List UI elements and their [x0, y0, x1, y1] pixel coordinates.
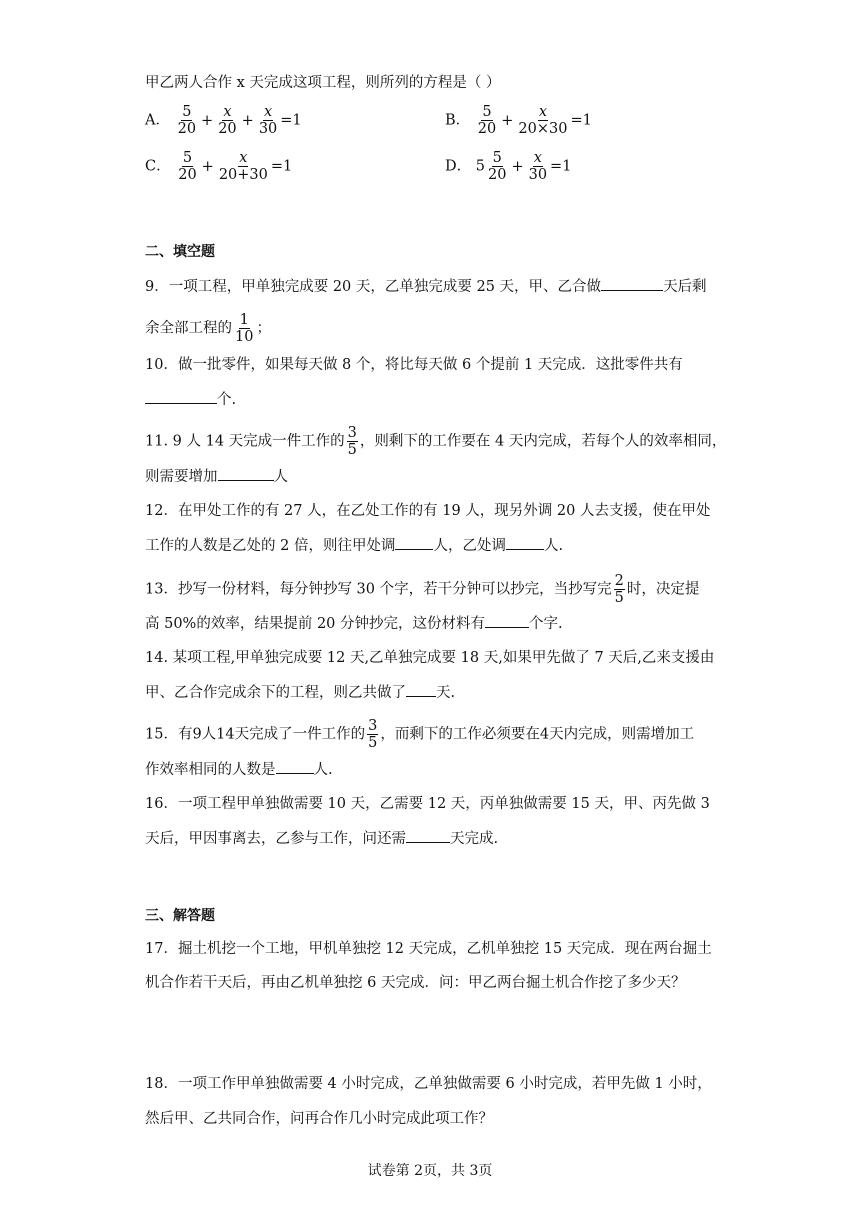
q9-line2: 余全部工程的 $\frac{1}{10}$ ； — [145, 312, 271, 345]
fraction — [258, 104, 278, 137]
fraction-numerator: 5 — [182, 104, 192, 120]
q12-line1: 12．在甲处工作的有 27 人，在乙处工作的有 19 人，现另外调 20 人去支援，使在甲处 — [145, 503, 711, 519]
fraction — [177, 104, 197, 137]
q17-line1: 17．掘土机挖一个工地，甲机单独挖 12 天完成，乙机单独挖 15 天完成．现在两台掘土 — [145, 941, 712, 957]
q14-line2: 甲、乙合作完成余下的工程，则乙共做了 天. — [145, 682, 455, 703]
fraction-denominator: 20 — [477, 121, 497, 137]
plus-sign: + — [201, 158, 214, 175]
q14-line1: 14. 某项工程,甲单独完成要 12 天,乙单独完成要 18 天,如果甲先做了 7 天后,乙来支援由 — [145, 650, 715, 666]
fraction-numerator: 3 — [368, 718, 378, 734]
fraction-numerator: x — [239, 150, 248, 166]
fraction — [177, 150, 197, 183]
fraction-numerator: x — [263, 104, 273, 120]
fraction-denominator: 10 — [235, 329, 254, 345]
q9-line1: 9．一项工程，甲单独完成要 20 天，乙单独完成要 25 天，甲、乙合做 天后剩 — [145, 276, 707, 297]
fraction — [614, 573, 625, 606]
fraction — [217, 104, 237, 137]
q8-stem: 甲乙两人合作 x 天完成这项工程，则所列的方程是（ ） — [145, 75, 501, 91]
fraction-denominator: 20 — [487, 167, 507, 183]
fraction-numerator: 1 — [239, 312, 249, 328]
fraction-numerator: 2 — [614, 573, 624, 589]
fraction-numerator: x — [223, 104, 232, 120]
fraction-numerator: 5 — [482, 104, 492, 120]
option-label: A． — [145, 112, 170, 129]
fraction — [517, 104, 568, 137]
plus-sign: + — [241, 112, 254, 129]
fraction-denominator: 20×30 — [518, 121, 568, 137]
answer-blank[interactable] — [506, 535, 544, 550]
q16-line2: 天后，甲因事离去，乙参与工作，问还需 天完成. — [145, 828, 498, 849]
fraction-numerator: x — [533, 150, 542, 166]
fraction-denominator: 30 — [528, 167, 548, 183]
q10-line2: 个. — [145, 389, 236, 410]
option-label: D． — [445, 158, 472, 175]
q13-line1: 13．抄写一份材料，每分钟抄写 30 个字，若干分钟可以抄完，当抄写完 $\frac{2}{5}$ 时，决定提 — [145, 573, 700, 606]
fraction-numerator: 3 — [347, 425, 357, 441]
option-label: B． — [445, 112, 471, 129]
answer-blank[interactable] — [145, 389, 217, 404]
fraction-denominator: 20 — [178, 167, 197, 183]
fraction-denominator: 5 — [368, 735, 378, 751]
section-title-answer: 三、解答题 — [145, 908, 215, 924]
fraction — [528, 150, 548, 183]
answer-blank[interactable] — [406, 682, 436, 697]
q16-line1: 16．一项工程甲单独做需要 10 天，乙需要 12 天，丙单独做需要 15 天，甲、丙先做 3 — [145, 796, 710, 812]
fraction — [487, 150, 507, 183]
q18-line2: 然后甲、乙共同合作，问再合作几小时完成此项工作？ — [145, 1111, 493, 1127]
q8-option-d[interactable]: D． 5 $\frac{5}{20}$ + $\frac{x}{30}$ =1 — [445, 150, 572, 183]
q8-option-b[interactable]: B． $\frac{5}{20}$ + $\frac{x}{20\times 30}$ =1 — [445, 104, 592, 137]
answer-blank[interactable] — [218, 466, 274, 481]
q8-option-a[interactable]: A． $\frac{5}{20}$ + $\frac{x}{20}$ + $\frac{x}{30}$ =1 — [145, 104, 302, 137]
q17-line2: 机合作若干天后，再由乙机单独挖 6 天完成．问：甲乙两台掘土机合作挖了多少天？ — [145, 975, 686, 991]
plus-sign: + — [511, 158, 524, 175]
fraction — [234, 312, 254, 345]
fraction — [367, 718, 378, 751]
section-title-fill: 二、填空题 — [145, 244, 215, 260]
fraction-denominator: 20+30 — [218, 167, 268, 183]
fraction-denominator: 20 — [177, 121, 197, 137]
answer-blank[interactable] — [601, 276, 663, 291]
q12-line2: 工作的人数是乙处的 2 倍，则往甲处调 人，乙处调 人. — [145, 535, 563, 556]
fraction — [477, 104, 497, 137]
fraction-numerator: 5 — [492, 150, 502, 166]
q11-line1: 11. 9 人 14 天完成一件工作的 $\frac{3}{5}$ ，则剩下的工作要在 4 天内完成，若每个人的效率相同， — [145, 425, 727, 458]
fraction-denominator: 20 — [218, 121, 237, 137]
fraction-denominator: 5 — [347, 442, 357, 458]
fraction-denominator: 5 — [614, 590, 624, 606]
answer-blank[interactable] — [485, 613, 529, 628]
q10-line1: 10．做一批零件，如果每天做 8 个，将比每天做 6 个提前 1 天完成．这批零件共有 — [145, 357, 683, 373]
plus-sign: + — [201, 112, 214, 129]
fraction-numerator: x — [538, 104, 547, 120]
q15-line1: 15．有9人14天完成了一件工作的 $\frac{3}{5}$ ，而剩下的工作必须要在4天内完成，则需增加工 — [145, 718, 695, 751]
option-label: C． — [145, 158, 171, 175]
fraction-denominator: 30 — [258, 121, 278, 137]
q11-line2: 则需要增加 人 — [145, 466, 288, 487]
q15-line2: 作效率相同的人数是 人. — [145, 759, 333, 780]
page-footer: 试卷第 2页，共 3页 — [367, 1163, 493, 1179]
fraction — [218, 150, 269, 183]
answer-blank[interactable] — [395, 535, 433, 550]
q8-option-c[interactable]: C． $\frac{5}{20}$ + $\frac{x}{20+30}$ =1 — [145, 150, 293, 183]
q18-line1: 18．一项工作甲单独做需要 4 小时完成，乙单独做需要 6 小时完成，若甲先做 1 小时， — [145, 1076, 712, 1092]
answer-blank[interactable] — [276, 759, 314, 774]
answer-blank[interactable] — [406, 828, 450, 843]
fraction-numerator: 5 — [182, 150, 193, 166]
fraction — [347, 425, 358, 458]
q13-line2: 高 50%的效率，结果提前 20 分钟抄完，这份材料有 个字. — [145, 613, 563, 634]
plus-sign: + — [501, 112, 514, 129]
